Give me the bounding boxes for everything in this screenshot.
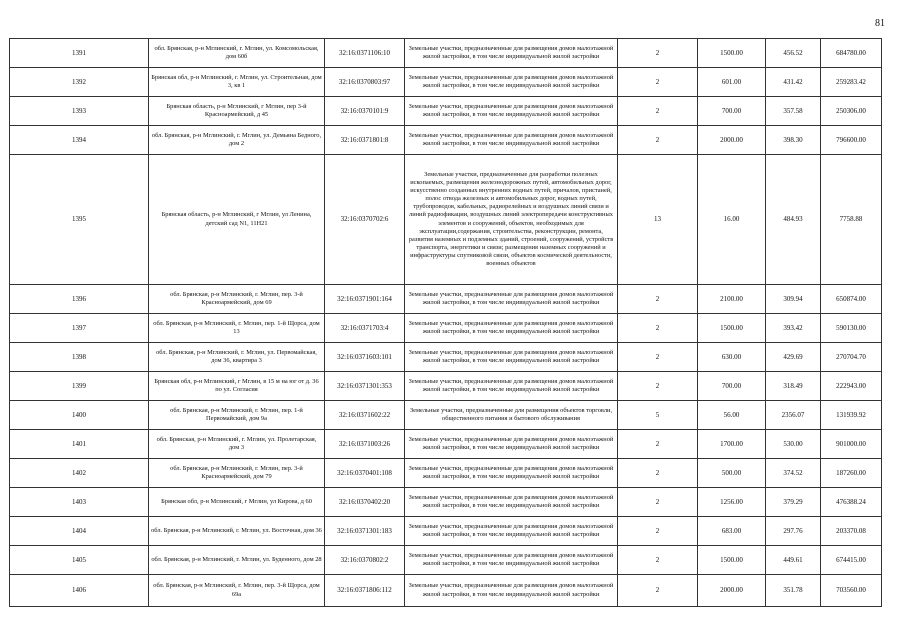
- use-type-code-cell: 2: [618, 546, 698, 575]
- land-use-category-cell: Земельные участки, предназначенные для размещения домов малоэтажной жилой застройки, в том числе индивидуальной жилой застройки: [405, 343, 618, 372]
- address-cell: обл. Брянская, р-н Мглинский, г. Мглин, ул. Пролетарская, дом 3: [149, 430, 325, 459]
- cadastral-number-cell: 32:16:0371603:101: [325, 343, 405, 372]
- use-type-code-cell: 13: [618, 155, 698, 285]
- specific-value-cell: 351.78: [766, 575, 821, 607]
- parcel-number-cell: 1400: [10, 401, 149, 430]
- land-use-category-cell: Земельные участки, предназначенные для размещения домов малоэтажной жилой застройки, в том числе индивидуальной жилой застройки: [405, 314, 618, 343]
- table-row: [10, 372, 882, 401]
- cadastral-value-cell: 222943.00: [821, 372, 882, 401]
- land-use-category-cell: Земельные участки, предназначенные для размещения домов малоэтажной жилой застройки, в том числе индивидуальной жилой застройки: [405, 430, 618, 459]
- area-cell: 2000.00: [698, 575, 766, 607]
- specific-value-cell: 393.42: [766, 314, 821, 343]
- parcel-number-cell: 1394: [10, 126, 149, 155]
- parcel-number-cell: 1391: [10, 39, 149, 68]
- land-use-category-cell: Земельные участки, предназначенные для размещения домов малоэтажной жилой застройки, в том числе индивидуальной жилой застройки: [405, 517, 618, 546]
- land-use-category-cell: Земельные участки, предназначенные для разработки полезных ископаемых, размещения железнодорожных путей, автомобильных дорог, искусственно созданных внутренних водных путей, причалов, пристаней, полос отвода железных и автомобильных дорог, водных путей, трубопроводов, кабельных, радиорелейных и воздушных линий связи и линий радиофикации, воздушных линий электропередачи конструктивных элементов и сооружений, объектов, необходимых для эксплуатации,содержания, строительства, реконструкции, ремонта, развития наземных и подземных зданий, строений, сооружений, устройств транспорта, энергетики и связи; размещения наземных сооружений и инфраструктуры спутниковой связи, объектов космической деятельности, военных объектов: [405, 155, 618, 285]
- specific-value-cell: 429.69: [766, 343, 821, 372]
- use-type-code-cell: 2: [618, 314, 698, 343]
- specific-value-cell: 297.76: [766, 517, 821, 546]
- table-row: [10, 39, 882, 68]
- table-row: [10, 285, 882, 314]
- table-row: [10, 546, 882, 575]
- table-row: [10, 459, 882, 488]
- land-use-category-cell: Земельные участки, предназначенные для размещения домов малоэтажной жилой застройки, в том числе индивидуальной жилой застройки: [405, 546, 618, 575]
- cadastral-number-cell: 32:16:0371801:8: [325, 126, 405, 155]
- page-number: 81: [875, 18, 885, 29]
- address-cell: обл. Брянская, р-н Мглинский, г. Мглин, ул. Буденного, дом 28: [149, 546, 325, 575]
- address-cell: Брянская область, р-н Мглинский, г Мглин, ул Ленина, детский сад N1, 11Н21: [149, 155, 325, 285]
- land-use-category-cell: Земельные участки, предназначенные для размещения домов малоэтажной жилой застройки, в том числе индивидуальной жилой застройки: [405, 575, 618, 607]
- address-cell: Брянская обл, р-н Мглинский, г Мглин, ул Кирова, д 60: [149, 488, 325, 517]
- address-cell: обл. Брянская, р-н Мглинский, г. Мглин, пер. 1-й Щорса, дом 13: [149, 314, 325, 343]
- area-cell: 1256.00: [698, 488, 766, 517]
- use-type-code-cell: 2: [618, 68, 698, 97]
- cadastral-value-cell: 703560.00: [821, 575, 882, 607]
- parcel-number-cell: 1398: [10, 343, 149, 372]
- use-type-code-cell: 2: [618, 459, 698, 488]
- cadastral-number-cell: 32:16:0371106:10: [325, 39, 405, 68]
- area-cell: 1500.00: [698, 314, 766, 343]
- address-cell: обл. Брянская, р-н Мглинский, г. Мглин, пер. 3-й Щорса, дом 69а: [149, 575, 325, 607]
- area-cell: 601.00: [698, 68, 766, 97]
- table-row: [10, 517, 882, 546]
- parcel-number-cell: 1393: [10, 97, 149, 126]
- parcel-number-cell: 1402: [10, 459, 149, 488]
- cadastral-number-cell: 32:16:0370101:9: [325, 97, 405, 126]
- specific-value-cell: 357.58: [766, 97, 821, 126]
- cadastral-value-cell: 7758.88: [821, 155, 882, 285]
- land-use-category-cell: Земельные участки, предназначенные для размещения домов малоэтажной жилой застройки, в том числе индивидуальной жилой застройки: [405, 488, 618, 517]
- area-cell: 56.00: [698, 401, 766, 430]
- area-cell: 1500.00: [698, 39, 766, 68]
- table-row: [10, 401, 882, 430]
- use-type-code-cell: 2: [618, 126, 698, 155]
- address-cell: обл. Брянская, р-н Мглинский, г. Мглин, ул. Демьяна Бедного, дом 2: [149, 126, 325, 155]
- specific-value-cell: 530.00: [766, 430, 821, 459]
- cadastral-number-cell: 32:16:0371901:164: [325, 285, 405, 314]
- cadastral-value-cell: 203370.08: [821, 517, 882, 546]
- cadastral-value-cell: 684780.00: [821, 39, 882, 68]
- parcel-number-cell: 1401: [10, 430, 149, 459]
- cadastral-value-cell: 674415.00: [821, 546, 882, 575]
- parcel-number-cell: 1403: [10, 488, 149, 517]
- cadastral-number-cell: 32:16:0371602:22: [325, 401, 405, 430]
- cadastral-number-cell: 32:16:0370402:20: [325, 488, 405, 517]
- cadastral-number-cell: 32:16:0371301:183: [325, 517, 405, 546]
- table-body: [10, 39, 882, 607]
- use-type-code-cell: 2: [618, 343, 698, 372]
- specific-value-cell: 398.30: [766, 126, 821, 155]
- use-type-code-cell: 2: [618, 97, 698, 126]
- table-row: [10, 488, 882, 517]
- address-cell: обл. Брянская, р-н Мглинский, г. Мглин, пер. 3-й Красноармейский, дом 79: [149, 459, 325, 488]
- table-row: [10, 343, 882, 372]
- specific-value-cell: 318.49: [766, 372, 821, 401]
- use-type-code-cell: 2: [618, 430, 698, 459]
- parcel-number-cell: 1396: [10, 285, 149, 314]
- area-cell: 500.00: [698, 459, 766, 488]
- parcel-number-cell: 1404: [10, 517, 149, 546]
- table-row: [10, 155, 882, 285]
- table-row: [10, 314, 882, 343]
- address-cell: Брянская обл, р-н Мглинский, г. Мглин, ул. Строительная, дом 3, кв 1: [149, 68, 325, 97]
- specific-value-cell: 431.42: [766, 68, 821, 97]
- address-cell: обл. Брянская, р-н Мглинский, г. Мглин, ул. Восточная, дом 36: [149, 517, 325, 546]
- use-type-code-cell: 2: [618, 488, 698, 517]
- use-type-code-cell: 2: [618, 575, 698, 607]
- specific-value-cell: 456.52: [766, 39, 821, 68]
- use-type-code-cell: 2: [618, 39, 698, 68]
- cadastral-value-cell: 270704.70: [821, 343, 882, 372]
- specific-value-cell: 2356.07: [766, 401, 821, 430]
- parcel-number-cell: 1397: [10, 314, 149, 343]
- use-type-code-cell: 2: [618, 517, 698, 546]
- table-row: [10, 97, 882, 126]
- cadastral-number-cell: 32:16:0370702:6: [325, 155, 405, 285]
- land-use-category-cell: Земельные участки, предназначенные для размещения домов малоэтажной жилой застройки, в том числе индивидуальной жилой застройки: [405, 39, 618, 68]
- land-use-category-cell: Земельные участки, предназначенные для размещения домов малоэтажной жилой застройки, в том числе индивидуальной жилой застройки: [405, 372, 618, 401]
- specific-value-cell: 309.94: [766, 285, 821, 314]
- cadastral-number-cell: 32:16:0370401:108: [325, 459, 405, 488]
- parcel-number-cell: 1405: [10, 546, 149, 575]
- cadastral-value-cell: 476388.24: [821, 488, 882, 517]
- use-type-code-cell: 2: [618, 285, 698, 314]
- address-cell: обл. Брянская, р-н Мглинский, г. Мглин, пер. 1-й Первомайский, дом 9а: [149, 401, 325, 430]
- area-cell: 683.00: [698, 517, 766, 546]
- land-use-category-cell: Земельные участки, предназначенные для размещения домов малоэтажной жилой застройки, в том числе индивидуальной жилой застройки: [405, 459, 618, 488]
- area-cell: 2000.00: [698, 126, 766, 155]
- cadastral-number-cell: 32:16:0371703:4: [325, 314, 405, 343]
- cadastral-value-cell: 796600.00: [821, 126, 882, 155]
- address-cell: обл. Брянская, р-н Мглинский, г. Мглин, ул. Комсомольская, дом 60б: [149, 39, 325, 68]
- use-type-code-cell: 5: [618, 401, 698, 430]
- specific-value-cell: 484.93: [766, 155, 821, 285]
- cadastral-number-cell: 32:16:0370803:97: [325, 68, 405, 97]
- address-cell: обл. Брянская, р-н Мглинский, г. Мглин, ул. Первомайская, дом 36, квартира 3: [149, 343, 325, 372]
- parcel-number-cell: 1399: [10, 372, 149, 401]
- land-use-category-cell: Земельные участки, предназначенные для размещения домов малоэтажной жилой застройки, в том числе индивидуальной жилой застройки: [405, 68, 618, 97]
- table-row: [10, 68, 882, 97]
- land-use-category-cell: Земельные участки, предназначенные для размещения домов малоэтажной жилой застройки, в том числе индивидуальной жилой застройки: [405, 126, 618, 155]
- cadastral-number-cell: 32:16:0371301:353: [325, 372, 405, 401]
- address-cell: Брянская обл, р-н Мглинский, г Мглин, в 15 м на юг от д. 36 по ул. Согласия: [149, 372, 325, 401]
- address-cell: обл. Брянская, р-н Мглинский, г. Мглин, пер. 3-й Красноармейский, дом 69: [149, 285, 325, 314]
- land-use-category-cell: Земельные участки, предназначенные для размещения домов малоэтажной жилой застройки, в том числе индивидуальной жилой застройки: [405, 97, 618, 126]
- cadastral-number-cell: 32:16:0371806:112: [325, 575, 405, 607]
- land-use-category-cell: Земельные участки, предназначенные для размещения объектов торговли, общественного питания и бытового обслуживания: [405, 401, 618, 430]
- parcel-number-cell: 1392: [10, 68, 149, 97]
- table-row: [10, 126, 882, 155]
- cadastral-value-cell: 131939.92: [821, 401, 882, 430]
- specific-value-cell: 379.29: [766, 488, 821, 517]
- land-registry-table: [9, 38, 882, 607]
- address-cell: Брянская область, р-н Мглинский, г Мглин, пер 3-й Красноармейский, д 45: [149, 97, 325, 126]
- cadastral-value-cell: 250306.00: [821, 97, 882, 126]
- table-row: [10, 430, 882, 459]
- use-type-code-cell: 2: [618, 372, 698, 401]
- table-row: [10, 575, 882, 607]
- area-cell: 16.00: [698, 155, 766, 285]
- specific-value-cell: 374.52: [766, 459, 821, 488]
- cadastral-value-cell: 259283.42: [821, 68, 882, 97]
- cadastral-value-cell: 187260.00: [821, 459, 882, 488]
- area-cell: 2100.00: [698, 285, 766, 314]
- parcel-number-cell: 1395: [10, 155, 149, 285]
- area-cell: 700.00: [698, 97, 766, 126]
- area-cell: 1500.00: [698, 546, 766, 575]
- area-cell: 700.00: [698, 372, 766, 401]
- area-cell: 1700.00: [698, 430, 766, 459]
- area-cell: 630.00: [698, 343, 766, 372]
- cadastral-value-cell: 590130.00: [821, 314, 882, 343]
- land-use-category-cell: Земельные участки, предназначенные для размещения домов малоэтажной жилой застройки, в том числе индивидуальной жилой застройки: [405, 285, 618, 314]
- cadastral-number-cell: 32:16:0371003:26: [325, 430, 405, 459]
- cadastral-number-cell: 32:16:0370802:2: [325, 546, 405, 575]
- parcel-number-cell: 1406: [10, 575, 149, 607]
- cadastral-value-cell: 901000.00: [821, 430, 882, 459]
- cadastral-value-cell: 650874.00: [821, 285, 882, 314]
- specific-value-cell: 449.61: [766, 546, 821, 575]
